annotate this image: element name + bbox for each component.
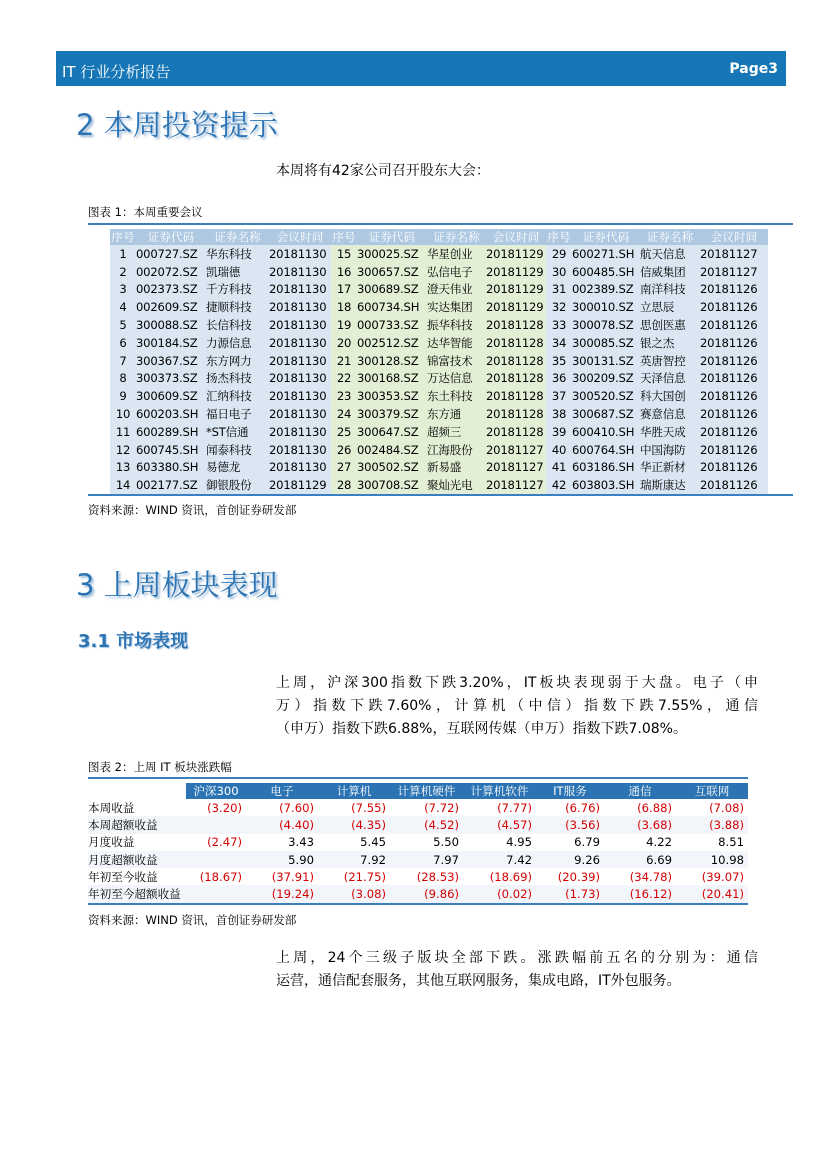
- meeting-cell: 000733.SZ: [357, 316, 427, 334]
- table-row: [110, 352, 768, 370]
- meeting-col-header: 证券代码: [136, 229, 206, 245]
- meeting-cell: 17: [331, 281, 357, 299]
- meeting-col-header: 序号: [547, 230, 571, 244]
- meeting-table: [110, 229, 768, 494]
- meeting-cell: 13: [110, 459, 136, 477]
- meeting-cell: 万达信息: [427, 370, 486, 388]
- meeting-cell: 20181129: [486, 263, 546, 281]
- meeting-cell: 32: [546, 298, 572, 316]
- performance-cell: 4.22: [604, 834, 676, 851]
- meeting-cell: 赛意信息: [640, 405, 700, 423]
- meeting-cell: 20181128: [486, 423, 546, 441]
- figure2-caption: 图表 2：上周 IT 板块涨跌幅: [88, 760, 232, 774]
- meeting-col-header: 会议时间: [269, 229, 331, 245]
- meeting-cell: 捷顺科技: [206, 298, 269, 316]
- table-row: [110, 316, 768, 334]
- table-row: [88, 851, 748, 868]
- meeting-cell: 300647.SZ: [357, 423, 427, 441]
- meeting-cell: 000727.SZ: [136, 245, 206, 263]
- performance-cell: 3.43: [246, 834, 318, 851]
- performance-row-label: 年初至今超额收益: [88, 885, 186, 902]
- meeting-cell: 20181128: [486, 370, 546, 388]
- performance-cell: (7.08): [676, 799, 748, 816]
- performance-cell: (20.39): [536, 868, 604, 885]
- meeting-col-header: 序号: [332, 230, 356, 244]
- performance-cell: 5.45: [318, 834, 390, 851]
- table-row: [88, 885, 748, 902]
- meeting-cell: 力源信息: [206, 334, 269, 352]
- figure1-caption: 图表 1：本周重要会议: [88, 205, 203, 219]
- meeting-cell: 12: [110, 441, 136, 459]
- meeting-cell: 锦富技术: [427, 352, 486, 370]
- meeting-cell: 20181127: [486, 459, 546, 477]
- figure2-source: 资料来源：WIND 资讯，首创证券研发部: [88, 913, 297, 927]
- meeting-cell: 20181127: [486, 441, 546, 459]
- meeting-cell: 11: [110, 423, 136, 441]
- meeting-cell: 英唐智控: [640, 352, 700, 370]
- performance-cell: (3.56): [536, 816, 604, 833]
- performance-cell: (21.75): [318, 868, 390, 885]
- performance-col-header: 计算机硬件: [390, 783, 463, 799]
- meeting-cell: 华正新材: [640, 459, 700, 477]
- meeting-cell: 御银股份: [206, 476, 269, 494]
- meeting-cell: 29: [546, 245, 572, 263]
- figure2-top-rule: [88, 777, 748, 779]
- meeting-cell: 38: [546, 405, 572, 423]
- performance-cell: 6.79: [536, 834, 604, 851]
- meeting-cell: 9: [110, 387, 136, 405]
- meeting-cell: 20181128: [486, 387, 546, 405]
- meeting-cell: 东方网力: [206, 352, 269, 370]
- meeting-cell: 20181126: [700, 370, 768, 388]
- meeting-cell: 长信科技: [206, 316, 269, 334]
- market-paragraph-line-2: 万）指数下跌7.60%，计算机（中信）指数下跌7.55%，通信: [276, 698, 758, 714]
- meeting-cell: 20181130: [269, 423, 331, 441]
- performance-cell: 7.92: [318, 851, 390, 868]
- meeting-cell: 扬杰科技: [206, 370, 269, 388]
- table-row: [110, 281, 768, 299]
- meeting-cell: 300379.SZ: [357, 405, 427, 423]
- meeting-cell: 立思辰: [640, 298, 700, 316]
- meeting-cell: 天泽信息: [640, 370, 700, 388]
- table-row: [110, 370, 768, 388]
- meeting-cell: 002373.SZ: [136, 281, 206, 299]
- meeting-cell: 中国海防: [640, 441, 700, 459]
- meeting-cell: 31: [546, 281, 572, 299]
- meeting-col-header: 会议时间: [700, 229, 768, 245]
- subsector-paragraph-line-1: 上周，24个三级子版块全部下跌。涨跌幅前五名的分别为：通信: [276, 950, 758, 966]
- meeting-cell: 20181126: [700, 423, 768, 441]
- meeting-cell: 10: [110, 405, 136, 423]
- meeting-cell: 25: [331, 423, 357, 441]
- meeting-cell: 航天信息: [640, 245, 700, 263]
- performance-row-label: 本周超额收益: [88, 816, 186, 833]
- sector-performance-table: [88, 783, 748, 903]
- table-row: [88, 799, 748, 816]
- meeting-cell: 易德龙: [206, 459, 269, 477]
- performance-cell: (16.12): [604, 885, 676, 902]
- performance-cell: (3.08): [318, 885, 390, 902]
- meeting-cell: 20181126: [700, 334, 768, 352]
- meeting-cell: 20: [331, 334, 357, 352]
- table-row: [88, 816, 748, 833]
- meeting-cell: 福日电子: [206, 405, 269, 423]
- meeting-cell: 30: [546, 263, 572, 281]
- performance-col-header: [88, 783, 186, 799]
- meeting-cell: 23: [331, 387, 357, 405]
- meeting-cell: 信威集团: [640, 263, 700, 281]
- meeting-cell: 39: [546, 423, 572, 441]
- performance-cell: (0.02): [463, 885, 536, 902]
- meeting-cell: 弘信电子: [427, 263, 486, 281]
- meeting-cell: 22: [331, 370, 357, 388]
- performance-cell: 6.69: [604, 851, 676, 868]
- meeting-cell: 20181128: [486, 405, 546, 423]
- performance-cell: (4.35): [318, 816, 390, 833]
- meeting-cell: 聚灿光电: [427, 476, 486, 494]
- meeting-cell: 7: [110, 352, 136, 370]
- meeting-cell: 41: [546, 459, 572, 477]
- table-row: [110, 245, 768, 263]
- meeting-cell: 20181128: [486, 334, 546, 352]
- meeting-cell: 20181130: [269, 298, 331, 316]
- meeting-cell: 4: [110, 298, 136, 316]
- performance-cell: (7.72): [390, 799, 463, 816]
- meeting-col-header: 证券名称: [206, 229, 269, 245]
- performance-col-header: 计算机: [318, 783, 390, 799]
- performance-cell: (4.52): [390, 816, 463, 833]
- performance-cell: (7.60): [246, 799, 318, 816]
- meeting-cell: 华星创业: [427, 245, 486, 263]
- meeting-cell: 300687.SZ: [572, 405, 640, 423]
- meeting-cell: 20181127: [700, 245, 768, 263]
- meeting-cell: 20181129: [486, 298, 546, 316]
- meeting-cell: 002484.SZ: [357, 441, 427, 459]
- performance-cell: (3.20): [186, 799, 246, 816]
- subsector-paragraph-line-2: 运营，通信配套服务，其他互联网服务，集成电路，IT外包服务。: [276, 973, 681, 989]
- meeting-cell: 42: [546, 476, 572, 494]
- meeting-cell: 5: [110, 316, 136, 334]
- performance-table-header: [88, 783, 748, 799]
- meeting-cell: 20181126: [700, 316, 768, 334]
- meeting-cell: 澄天伟业: [427, 281, 486, 299]
- meeting-cell: 20181126: [700, 281, 768, 299]
- meeting-cell: 300209.SZ: [572, 370, 640, 388]
- market-paragraph-line-1: 上周，沪深300指数下跌3.20%，IT板块表现弱于大盘。电子（申: [276, 675, 758, 691]
- meeting-cell: 300184.SZ: [136, 334, 206, 352]
- performance-cell: (37.91): [246, 868, 318, 885]
- meeting-cell: 2: [110, 263, 136, 281]
- meeting-cell: 14: [110, 476, 136, 494]
- meeting-cell: 300085.SZ: [572, 334, 640, 352]
- performance-col-header: 电子: [246, 783, 318, 799]
- meeting-cell: 20181126: [700, 387, 768, 405]
- meeting-cell: 300088.SZ: [136, 316, 206, 334]
- performance-cell: (20.41): [676, 885, 748, 902]
- performance-cell: (7.77): [463, 799, 536, 816]
- meeting-cell: 20181129: [486, 245, 546, 263]
- meeting-cell: 江海股份: [427, 441, 486, 459]
- performance-cell: (34.78): [604, 868, 676, 885]
- figure1-source: 资料来源：WIND 资讯，首创证券研发部: [88, 503, 297, 517]
- performance-cell: (19.24): [246, 885, 318, 902]
- meeting-cell: 20181127: [486, 476, 546, 494]
- meeting-cell: 002177.SZ: [136, 476, 206, 494]
- section-title-investment-tips: 2 本周投资提示: [76, 108, 278, 142]
- meeting-cell: *ST信通: [206, 423, 269, 441]
- meeting-col-header: 证券代码: [572, 229, 640, 245]
- performance-cell: [186, 851, 246, 868]
- meeting-cell: 20181130: [269, 281, 331, 299]
- performance-cell: 7.42: [463, 851, 536, 868]
- meeting-cell: 300353.SZ: [357, 387, 427, 405]
- meeting-cell: 26: [331, 441, 357, 459]
- meeting-cell: 超频三: [427, 423, 486, 441]
- meeting-cell: 36: [546, 370, 572, 388]
- table-row: [110, 476, 768, 494]
- meeting-cell: 603803.SH: [572, 476, 640, 494]
- meeting-cell: 实达集团: [427, 298, 486, 316]
- meeting-col-header: 序号: [111, 230, 135, 244]
- meeting-cell: 凯瑞德: [206, 263, 269, 281]
- performance-cell: (9.86): [390, 885, 463, 902]
- performance-col-header: 计算机软件: [463, 783, 536, 799]
- figure1-bottom-rule: [88, 494, 793, 496]
- meeting-cell: 振华科技: [427, 316, 486, 334]
- meeting-cell: 20181130: [269, 352, 331, 370]
- meeting-cell: 20181130: [269, 441, 331, 459]
- meeting-cell: 20181130: [269, 334, 331, 352]
- meeting-cell: 603186.SH: [572, 459, 640, 477]
- table-row: [110, 334, 768, 352]
- meeting-cell: 东土科技: [427, 387, 486, 405]
- meeting-cell: 达华智能: [427, 334, 486, 352]
- meeting-cell: 300657.SZ: [357, 263, 427, 281]
- performance-cell: (4.57): [463, 816, 536, 833]
- meeting-cell: 600271.SH: [572, 245, 640, 263]
- meeting-intro-text: 本周将有42家公司召开股东大会：: [276, 163, 490, 179]
- meeting-cell: 20181129: [269, 476, 331, 494]
- meeting-cell: 300128.SZ: [357, 352, 427, 370]
- performance-cell: 5.90: [246, 851, 318, 868]
- performance-cell: (18.69): [463, 868, 536, 885]
- performance-row-label: 月度超额收益: [88, 851, 186, 868]
- meeting-cell: 3: [110, 281, 136, 299]
- performance-cell: [186, 885, 246, 902]
- meeting-cell: 20181127: [700, 263, 768, 281]
- meeting-cell: 24: [331, 405, 357, 423]
- table-row: [110, 459, 768, 477]
- meeting-cell: 002389.SZ: [572, 281, 640, 299]
- performance-cell: 9.26: [536, 851, 604, 868]
- performance-cell: [186, 816, 246, 833]
- performance-cell: (4.40): [246, 816, 318, 833]
- performance-cell: (39.07): [676, 868, 748, 885]
- meeting-cell: 300502.SZ: [357, 459, 427, 477]
- meeting-cell: 600289.SH: [136, 423, 206, 441]
- performance-cell: 5.50: [390, 834, 463, 851]
- meeting-cell: 20181130: [269, 263, 331, 281]
- performance-cell: (3.88): [676, 816, 748, 833]
- meeting-cell: 300373.SZ: [136, 370, 206, 388]
- meeting-cell: 300025.SZ: [357, 245, 427, 263]
- meeting-col-header: 会议时间: [486, 229, 546, 245]
- meeting-cell: 银之杰: [640, 334, 700, 352]
- meeting-col-header: 证券名称: [640, 229, 700, 245]
- meeting-cell: 35: [546, 352, 572, 370]
- table-row: [110, 298, 768, 316]
- meeting-cell: 40: [546, 441, 572, 459]
- meeting-cell: 18: [331, 298, 357, 316]
- meeting-cell: 600734.SH: [357, 298, 427, 316]
- meeting-cell: 19: [331, 316, 357, 334]
- meeting-cell: 20181128: [486, 352, 546, 370]
- meeting-cell: 20181130: [269, 370, 331, 388]
- report-header-bar: [56, 51, 786, 86]
- performance-cell: 7.97: [390, 851, 463, 868]
- performance-col-header: 互联网: [676, 783, 748, 799]
- meeting-cell: 瑞斯康达: [640, 476, 700, 494]
- performance-cell: (2.47): [186, 834, 246, 851]
- performance-col-header: IT服务: [536, 783, 604, 799]
- meeting-cell: 300520.SZ: [572, 387, 640, 405]
- meeting-cell: 37: [546, 387, 572, 405]
- meeting-cell: 002512.SZ: [357, 334, 427, 352]
- meeting-cell: 002072.SZ: [136, 263, 206, 281]
- table-row: [110, 441, 768, 459]
- meeting-cell: 东方通: [427, 405, 486, 423]
- market-paragraph-line-3: （申万）指数下跌6.88%，互联网传媒（申万）指数下跌7.08%。: [276, 721, 687, 737]
- meeting-cell: 300010.SZ: [572, 298, 640, 316]
- table-row: [88, 868, 748, 885]
- table-row: [110, 387, 768, 405]
- meeting-cell: 20181126: [700, 405, 768, 423]
- meeting-cell: 思创医惠: [640, 316, 700, 334]
- meeting-cell: 20181126: [700, 441, 768, 459]
- meeting-cell: 300168.SZ: [357, 370, 427, 388]
- meeting-cell: 600410.SH: [572, 423, 640, 441]
- meeting-cell: 300367.SZ: [136, 352, 206, 370]
- page-number: Page3: [729, 61, 778, 77]
- performance-row-label: 月度收益: [88, 834, 186, 851]
- meeting-cell: 闻泰科技: [206, 441, 269, 459]
- performance-cell: 8.51: [676, 834, 748, 851]
- meeting-cell: 16: [331, 263, 357, 281]
- performance-cell: 4.95: [463, 834, 536, 851]
- figure1-top-rule: [88, 223, 793, 225]
- performance-cell: (18.67): [186, 868, 246, 885]
- performance-cell: (7.55): [318, 799, 390, 816]
- performance-cell: (6.88): [604, 799, 676, 816]
- meeting-cell: 33: [546, 316, 572, 334]
- performance-cell: (1.73): [536, 885, 604, 902]
- meeting-col-header: 证券名称: [427, 229, 486, 245]
- meeting-cell: 600203.SH: [136, 405, 206, 423]
- performance-cell: (28.53): [390, 868, 463, 885]
- meeting-cell: 20181126: [700, 459, 768, 477]
- meeting-cell: 28: [331, 476, 357, 494]
- meeting-cell: 27: [331, 459, 357, 477]
- table-row: [88, 834, 748, 851]
- meeting-cell: 南洋科技: [640, 281, 700, 299]
- meeting-cell: 600745.SH: [136, 441, 206, 459]
- meeting-cell: 600764.SH: [572, 441, 640, 459]
- meeting-cell: 千方科技: [206, 281, 269, 299]
- meeting-table-header: [110, 229, 768, 245]
- figure2-bottom-rule: [88, 903, 748, 905]
- meeting-cell: 20181130: [269, 245, 331, 263]
- meeting-cell: 20181130: [269, 387, 331, 405]
- meeting-cell: 300078.SZ: [572, 316, 640, 334]
- meeting-cell: 300131.SZ: [572, 352, 640, 370]
- performance-cell: (3.68): [604, 816, 676, 833]
- performance-cell: 10.98: [676, 851, 748, 868]
- meeting-cell: 300689.SZ: [357, 281, 427, 299]
- meeting-cell: 20181129: [486, 281, 546, 299]
- meeting-cell: 20181126: [700, 352, 768, 370]
- table-row: [110, 263, 768, 281]
- meeting-cell: 20181128: [486, 316, 546, 334]
- performance-row-label: 本周收益: [88, 799, 186, 816]
- performance-cell: (6.76): [536, 799, 604, 816]
- meeting-cell: 20181130: [269, 316, 331, 334]
- report-title: IT 行业分析报告: [62, 63, 171, 81]
- subsection-title-market: 3.1 市场表现: [78, 631, 189, 652]
- meeting-cell: 科大国创: [640, 387, 700, 405]
- meeting-cell: 300708.SZ: [357, 476, 427, 494]
- meeting-cell: 600485.SH: [572, 263, 640, 281]
- meeting-cell: 21: [331, 352, 357, 370]
- meeting-cell: 汇纳科技: [206, 387, 269, 405]
- meeting-cell: 34: [546, 334, 572, 352]
- meeting-cell: 8: [110, 370, 136, 388]
- meeting-cell: 华东科技: [206, 245, 269, 263]
- meeting-cell: 华胜天成: [640, 423, 700, 441]
- meeting-cell: 新易盛: [427, 459, 486, 477]
- meeting-cell: 1: [110, 245, 136, 263]
- performance-col-header: 沪深300: [186, 783, 246, 799]
- meeting-cell: 300609.SZ: [136, 387, 206, 405]
- meeting-cell: 20181130: [269, 405, 331, 423]
- performance-col-header: 通信: [604, 783, 676, 799]
- meeting-cell: 6: [110, 334, 136, 352]
- meeting-cell: 20181126: [700, 298, 768, 316]
- meeting-cell: 20181126: [700, 476, 768, 494]
- meeting-cell: 603380.SH: [136, 459, 206, 477]
- meeting-col-header: 证券代码: [357, 229, 427, 245]
- performance-row-label: 年初至今收益: [88, 868, 186, 885]
- table-row: [110, 405, 768, 423]
- table-row: [110, 423, 768, 441]
- meeting-cell: 20181130: [269, 459, 331, 477]
- meeting-cell: 002609.SZ: [136, 298, 206, 316]
- section-title-sector-performance: 3 上周板块表现: [76, 568, 278, 602]
- meeting-cell: 15: [331, 245, 357, 263]
